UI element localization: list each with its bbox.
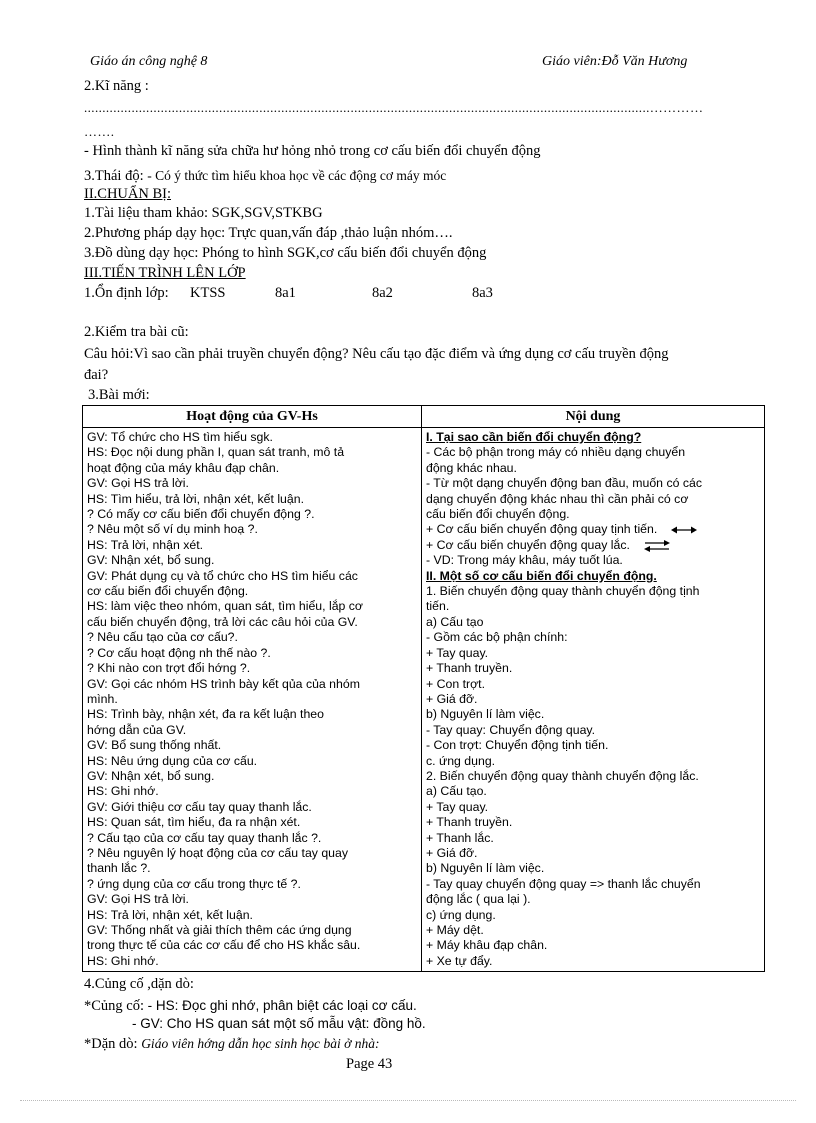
activity-line: cấu biến chuyển động, trả lời các câu hỏi của GV. [87,614,358,629]
page-number: Page 43 [346,1056,393,1072]
content-text: c) ứng dụng. [426,907,496,922]
content-cell [422,428,765,972]
prep-heading: II.CHUẨN BỊ: [84,186,171,202]
table-row [83,428,765,972]
cungco-line-1 [84,998,417,1015]
content-line [426,769,760,784]
section-heading [426,569,760,584]
content-line [426,522,760,537]
lesson-table [82,405,765,972]
content-line [426,954,760,969]
content-line [426,846,760,861]
content-text: + Thanh lắc. [426,830,494,845]
content-text: + Thanh truyền. [426,815,513,830]
content-text: + Cơ cấu biến chuyển động quay tịnh tiến. [426,522,658,537]
activity-line: GV: Nhận xét, bổ sung. [87,553,215,568]
activity-line: ? Khi nào con trợt đổi hớng ?. [87,661,251,676]
content-line [426,553,760,568]
consolidation-heading: 4.Củng cố ,dặn dò: [84,976,194,992]
content-line [426,677,760,692]
content-text: II. Một số cơ cấu biến đổi chuyển động. [426,568,657,583]
check-question-line1: Câu hỏi:Vì sao cần phải truyền chuyển động? Nêu cấu tạo đặc điểm và ứng dụng cơ cấu truyền động [84,346,669,362]
content-line [426,938,760,953]
dando-text: Giáo viên hớng dẫn học sinh học bài ở nhà: [141,1036,380,1051]
activity-line: HS: Quan sát, tìm hiểu, đa ra nhận xét. [87,815,301,830]
activity-line: hoạt động của máy khâu đạp chân. [87,460,280,475]
content-text: dạng chuyển động khác nhau thì cần phải có cơ [426,491,689,506]
content-line [426,892,760,907]
check-heading: 2.Kiểm tra bài cũ: [84,324,189,340]
content-line [426,784,760,799]
activity-line: GV: Nhận xét, bổ sung. [87,768,215,783]
header-left: Giáo án công nghệ 8 [90,54,208,69]
new-lesson-heading: 3.Bài mới: [88,387,150,403]
skills-text: - Hình thành kĩ năng sửa chữa hư hỏng nhỏ trong cơ cấu biến đổi chuyển động [84,143,541,159]
content-text: - Tay quay chuyển động quay => thanh lắc chuyển [426,876,701,891]
activity-line: HS: Tìm hiểu, trả lời, nhận xét, kết luận. [87,491,304,506]
content-line [426,646,760,661]
cungco-text-1: - HS: Đọc ghi nhớ, phân biệt các loại cơ cấu. [147,998,417,1013]
double-arrow-icon [671,525,697,535]
activity-line: ? Nêu nguyên lý hoạt động của cơ cấu tay quay [87,845,349,860]
dando-label: *Dặn dò: [84,1036,138,1052]
section-heading [426,430,760,445]
content-line [426,707,760,722]
activity-line: GV: Tổ chức cho HS tìm hiểu sgk. [87,430,273,444]
content-line [426,923,760,938]
content-text: - Từ một dạng chuyển động ban đầu, muốn có các [426,476,702,491]
content-line [426,800,760,815]
content-line [426,507,760,522]
dando-line [84,1036,379,1053]
activity-line: ? Cấu tạo của cơ cấu tay quay thanh lắc ?. [87,830,322,845]
swap-arrows-icon [644,540,670,552]
activity-line: HS: làm việc theo nhóm, quan sát, tìm hiểu, lắp cơ [87,599,363,614]
activity-line: trong thực tế của các cơ cấu để cho HS khắc sâu. [87,938,361,953]
content-text: - Con trợt: Chuyển động tịnh tiến. [426,738,609,753]
prep-item: 2.Phương pháp dạy học: Trực quan,vấn đáp ,thảo luận nhóm…. [84,225,453,241]
content-text: + Thanh truyền. [426,661,513,676]
content-line [426,538,760,553]
cungco-label: *Củng cố: [84,998,145,1014]
cungco-text-2: - GV: Cho HS quan sát một số mẫu vật: đồng hồ. [132,1016,426,1031]
attitude-heading: 3.Thái độ: [84,168,144,184]
content-text: + Giá đỡ. [426,691,478,706]
class-8a2: 8a2 [372,285,393,301]
activity-line: GV: Thống nhất và giải thích thêm các ứng dụng [87,923,352,937]
prep-item: 3.Đồ dùng dạy học: Phóng to hình SGK,cơ cấu biến đổi chuyển động [84,245,487,261]
activity-line: ? Cơ cấu hoạt động nh thế nào ?. [87,645,271,660]
activities-cell [83,428,422,972]
activity-line: GV: Giới thiệu cơ cấu tay quay thanh lắc. [87,799,312,814]
content-text: + Máy khâu đạp chân. [426,938,548,953]
activity-line: GV: Gọi HS trả lời. [87,476,189,491]
content-line [426,492,760,507]
content-line [426,861,760,876]
attitude [84,168,446,185]
class-8a1: 8a1 [275,285,296,301]
content-text: + Giá đỡ. [426,845,478,860]
ktss-label: KTSS [190,285,226,301]
content-line [426,476,760,491]
stabilize-label: 1.Ổn định lớp: [84,285,169,301]
activity-line: HS: Ghi nhớ. [87,953,159,968]
activity-line: HS: Trả lời, nhận xét, kết luận. [87,907,253,922]
content-text: a) Cấu tạo [426,614,484,629]
content-line [426,815,760,830]
content-line [426,461,760,476]
content-line [426,445,760,460]
content-text: b) Nguyên lí làm việc. [426,707,545,722]
activity-line: ? ứng dụng của cơ cấu trong thực tế ?. [87,876,301,891]
class-8a3: 8a3 [472,285,493,301]
check-question-line2: đai? [84,367,109,383]
content-line [426,584,760,599]
activity-line: GV: Bổ sung thống nhất. [87,738,222,753]
table-header-content: Nội dung [422,406,765,428]
content-line [426,630,760,645]
content-text: I. Tại sao cần biến đổi chuyển động? [426,430,642,444]
activity-line: hớng dẫn của GV. [87,722,187,737]
activity-line: HS: Nêu ứng dụng của cơ cấu. [87,753,258,768]
header-right: Giáo viên:Đỗ Văn Hương [542,54,688,69]
prep-item: 1.Tài liệu tham khảo: SGK,SGV,STKBG [84,205,323,221]
content-text: - VD: Trong máy khâu, máy tuốt lúa. [426,553,623,568]
content-line [426,615,760,630]
activity-line: ? Nêu cấu tạo của cơ cấu?. [87,630,238,645]
content-text: - Các bộ phận trong máy có nhiều dạng chuyển [426,445,686,460]
content-text: + Tay quay. [426,645,489,660]
content-line [426,599,760,614]
activity-line: GV: Gọi HS trả lời. [87,892,189,907]
content-text: + Con trợt. [426,676,485,691]
content-line [426,738,760,753]
content-text: b) Nguyên lí làm việc. [426,861,545,876]
content-line [426,877,760,892]
content-text: c. ứng dụng. [426,753,496,768]
content-text: + Tay quay. [426,799,489,814]
attitude-text: - Có ý thức tìm hiểu khoa học về các động cơ máy móc [147,168,447,183]
activity-line: mình. [87,691,118,706]
content-line [426,908,760,923]
content-text: + Cơ cấu biến chuyển động quay lắc. [426,537,630,552]
activity-line: ? Nêu một số ví dụ minh hoạ ?. [87,522,258,537]
dotted-line-2: ……. [84,124,115,139]
table-header-activities: Hoạt động của GV-Hs [83,406,422,428]
content-line [426,661,760,676]
process-heading: III.TIẾN TRÌNH LÊN LỚP [84,265,246,281]
content-text: + Máy dệt. [426,923,484,937]
content-text: a) Cấu tạo. [426,784,487,799]
content-line [426,723,760,738]
activity-line: HS: Trả lời, nhận xét. [87,537,204,552]
activity-line: HS: Ghi nhớ. [87,784,159,799]
activity-line: thanh lắc ?. [87,861,151,876]
skills-heading: 2.Kĩ năng : [84,78,149,94]
activity-line: HS: Đọc nội dung phần I, quan sát tranh, mô tả [87,445,345,460]
page-bottom-divider [20,1100,796,1101]
content-line [426,831,760,846]
activity-line: cơ cấu biến đổi chuyển động. [87,584,249,599]
content-text: - Gồm các bộ phận chính: [426,630,568,645]
content-line [426,692,760,707]
content-text: + Xe tự đẩy. [426,953,493,968]
table-header-row [83,406,765,428]
content-text: 1. Biến chuyển động quay thành chuyển động tịnh [426,584,700,599]
dotted-line-1: ...........................................................................................................................................................………… [84,100,704,115]
activity-line: GV: Gọi các nhóm HS trình bày kết qủa của nhóm [87,676,360,691]
activity-line: GV: Phát dụng cụ và tổ chức cho HS tìm hiểu các [87,568,358,583]
content-line [426,754,760,769]
activity-line: ? Có mấy cơ cấu biến đổi chuyển động ?. [87,507,315,522]
activity-line: HS: Trình bày, nhận xét, đa ra kết luận theo [87,707,324,722]
content-text: 2. Biến chuyển động quay thành chuyển động lắc. [426,768,699,783]
content-text: tiến. [426,599,450,614]
content-text: động khác nhau. [426,460,517,475]
content-text: cấu biến đổi chuyển động. [426,507,570,522]
content-text: động lắc ( qua lại ). [426,892,531,907]
content-text: - Tay quay: Chuyển động quay. [426,722,596,737]
